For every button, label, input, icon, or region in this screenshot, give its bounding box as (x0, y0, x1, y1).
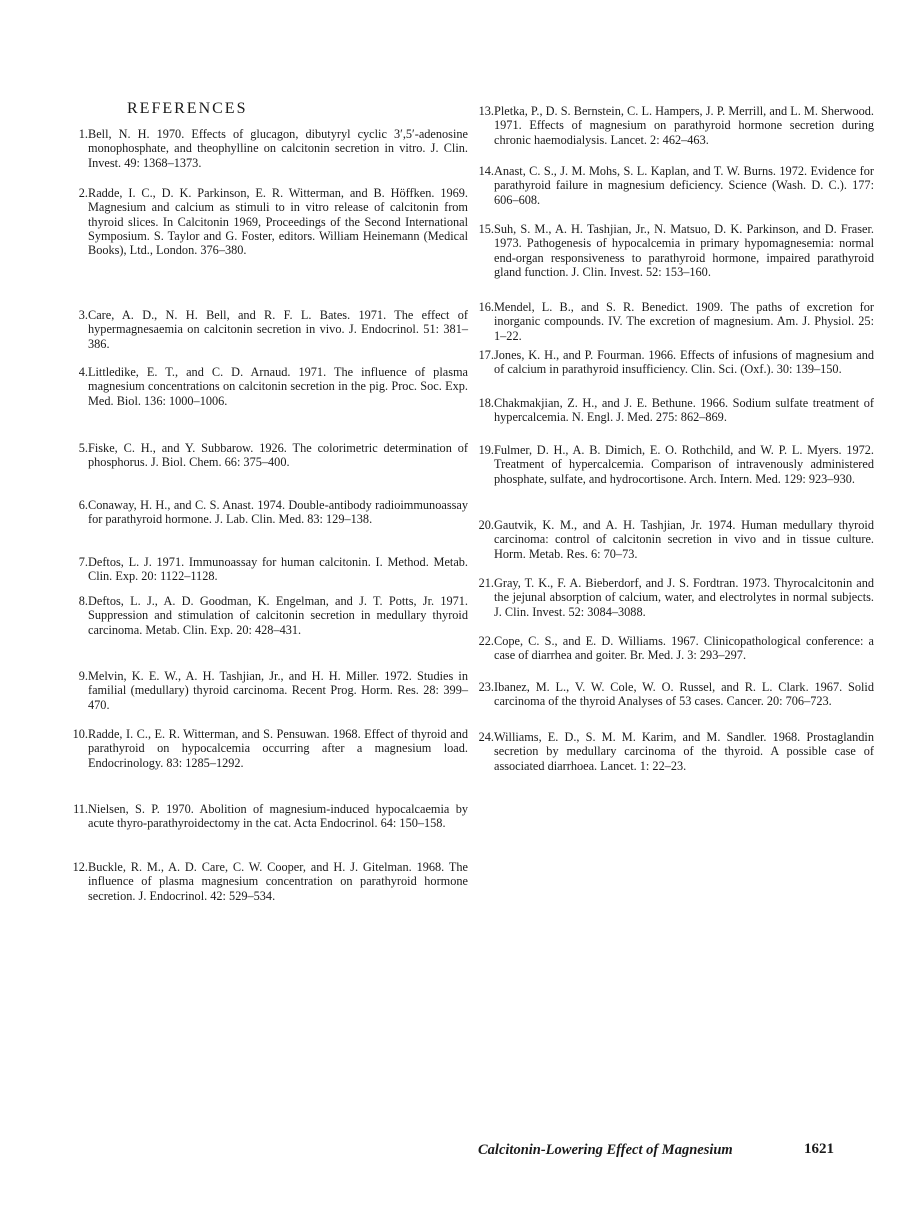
reference-number: 17. (478, 348, 494, 362)
reference-item (66, 802, 468, 831)
reference-item (472, 164, 874, 207)
reference-item (472, 680, 874, 709)
reference-item (472, 730, 874, 773)
reference-item (66, 127, 468, 170)
reference-number: 11. (73, 802, 88, 816)
reference-text: Gray, T. K., F. A. Bieberdorf, and J. S. Fordtran. 1973. Thyrocalcitonin and the jejunal absorption of calcium, water, and electrolytes in normal subjects. J. Clin. Invest. 52: 3084–3088. (494, 576, 874, 619)
reference-text: Fulmer, D. H., A. B. Dimich, E. O. Rothchild, and W. P. L. Myers. 1972. Treatment of hypercalcemia. Comparison of intravenously administered phosphate, sulfate, and hydrocortisone. Arch. Intern. Med. 129: 923–930. (494, 443, 874, 486)
reference-number: 21. (478, 576, 494, 590)
reference-text: Jones, K. H., and P. Fourman. 1966. Effects of infusions of magnesium and of calcium in parathyroid insufficiency. Clin. Sci. (Oxf.). 30: 139–150. (494, 348, 874, 377)
reference-text: Anast, C. S., J. M. Mohs, S. L. Kaplan, and T. W. Burns. 1972. Evidence for parathyroid failure in magnesium deficiency. Science (Wash. D. C.). 177: 606–608. (494, 164, 874, 207)
reference-item (66, 594, 468, 637)
reference-text: Cope, C. S., and E. D. Williams. 1967. Clinicopathological conference: a case of diarrhea and goiter. Br. Med. J. 3: 293–297. (494, 634, 874, 663)
reference-number: 7. (78, 555, 88, 569)
reference-number: 13. (478, 104, 494, 118)
reference-item (472, 518, 874, 561)
reference-text: Radde, I. C., D. K. Parkinson, E. R. Witterman, and B. Höffken. 1969. Magnesium and calcium as stimuli to in vitro release of calcitonin from thyroid slices. In Calcitonin 1969, Proceedings of the Second International Symposium. S. Taylor and G. Foster, editors. William Heinemann (Medical Books), Ltd., London. 376–380. (88, 186, 468, 258)
reference-text: Fiske, C. H., and Y. Subbarow. 1926. The colorimetric determination of phosphorus. J. Biol. Chem. 66: 375–400. (88, 441, 468, 470)
reference-text: Buckle, R. M., A. D. Care, C. W. Cooper, and H. J. Gitelman. 1968. The influence of plasma magnesium concentration on parathyroid hormone secretion. J. Endocrinol. 42: 529–534. (88, 860, 468, 903)
reference-item (66, 860, 468, 903)
reference-item (472, 348, 874, 377)
reference-number: 2. (78, 186, 88, 200)
reference-item (66, 555, 468, 584)
reference-text: Conaway, H. H., and C. S. Anast. 1974. Double-antibody radioimmunoassay for parathyroid hormone. J. Lab. Clin. Med. 83: 129–138. (88, 498, 468, 527)
reference-number: 15. (478, 222, 494, 236)
reference-text: Suh, S. M., A. H. Tashjian, Jr., N. Matsuo, D. K. Parkinson, and D. Fraser. 1973. Pathogenesis of hypocalcemia in primary hypomagnesemia: normal end-organ responsiveness to parathyroid hormone, impaired parathyroid gland function. J. Clin. Invest. 52: 153–160. (494, 222, 874, 279)
reference-number: 19. (478, 443, 494, 457)
reference-item (472, 443, 874, 486)
reference-number: 23. (478, 680, 494, 694)
reference-text: Chakmakjian, Z. H., and J. E. Bethune. 1966. Sodium sulfate treatment of hypercalcemia. N. Engl. J. Med. 275: 862–869. (494, 396, 874, 425)
reference-item (472, 634, 874, 663)
reference-text: Melvin, K. E. W., A. H. Tashjian, Jr., and H. H. Miller. 1972. Studies in familial (medullary) thyroid carcinoma. Recent Prog. Horm. Res. 28: 399–470. (88, 669, 468, 712)
reference-text: Nielsen, S. P. 1970. Abolition of magnesium-induced hypocalcaemia by acute thyro-parathyroidectomy in the cat. Acta Endocrinol. 64: 150–158. (88, 802, 468, 831)
references-heading: REFERENCES (127, 100, 248, 117)
reference-text: Ibanez, M. L., V. W. Cole, W. O. Russel, and R. L. Clark. 1967. Solid carcinoma of the thyroid Analyses of 53 cases. Cancer. 20: 706–723. (494, 680, 874, 709)
reference-item (66, 365, 468, 408)
reference-number: 12. (72, 860, 88, 874)
reference-text: Pletka, P., D. S. Bernstein, C. L. Hampers, J. P. Merrill, and L. M. Sherwood. 1971. Effects of magnesium on parathyroid hormone secretion during chronic haemodialysis. Lancet. 2: 462–463. (494, 104, 874, 147)
reference-text: Mendel, L. B., and S. R. Benedict. 1909. The paths of excretion for inorganic compounds. IV. The excretion of magnesium. Am. J. Physiol. 25: 1–22. (494, 300, 874, 343)
reference-item (66, 186, 468, 257)
reference-number: 22. (478, 634, 494, 648)
reference-number: 6. (78, 498, 88, 512)
reference-item (472, 300, 874, 343)
reference-text: Gautvik, K. M., and A. H. Tashjian, Jr. 1974. Human medullary thyroid carcinoma: control of calcitonin secretion in vivo and in tissue culture. Horm. Metab. Res. 6: 70–73. (494, 518, 874, 561)
reference-text: Deftos, L. J. 1971. Immunoassay for human calcitonin. I. Method. Metab. Clin. Exp. 20: 1122–1128. (88, 555, 468, 584)
reference-item (472, 222, 874, 279)
reference-number: 5. (78, 441, 88, 455)
reference-item (66, 669, 468, 712)
page-number: 1621 (804, 1141, 834, 1157)
reference-item (66, 727, 468, 770)
reference-text: Care, A. D., N. H. Bell, and R. F. L. Bates. 1971. The effect of hypermagnesaemia on calcitonin secretion in vivo. J. Endocrinol. 51: 381–386. (88, 308, 468, 351)
reference-number: 16. (478, 300, 494, 314)
reference-text: Williams, E. D., S. M. M. Karim, and M. Sandler. 1968. Prostaglandin secretion by medullary carcinoma of the thyroid. A possible case of associated diarrhoea. Lancet. 1: 22–23. (494, 730, 874, 773)
reference-item (66, 498, 468, 527)
reference-number: 24. (478, 730, 494, 744)
reference-number: 9. (78, 669, 88, 683)
reference-number: 4. (78, 365, 88, 379)
reference-number: 10. (72, 727, 88, 741)
reference-text: Radde, I. C., E. R. Witterman, and S. Pensuwan. 1968. Effect of thyroid and parathyroid on hypocalcemia occurring after a magnesium load. Endocrinology. 83: 1285–1292. (88, 727, 468, 770)
reference-number: 8. (78, 594, 88, 608)
running-title: Calcitonin-Lowering Effect of Magnesium (478, 1142, 733, 1158)
reference-number: 18. (478, 396, 494, 410)
reference-item (472, 576, 874, 619)
reference-item (66, 308, 468, 351)
reference-item (66, 441, 468, 470)
reference-number: 1. (78, 127, 88, 141)
reference-number: 14. (478, 164, 494, 178)
reference-text: Bell, N. H. 1970. Effects of glucagon, dibutyryl cyclic 3′,5′-adenosine monophosphate, and theophylline on calcitonin secretion in vitro. J. Clin. Invest. 49: 1368–1373. (88, 127, 468, 170)
reference-number: 3. (78, 308, 88, 322)
reference-item (472, 104, 874, 147)
reference-text: Deftos, L. J., A. D. Goodman, K. Engelman, and J. T. Potts, Jr. 1971. Suppression and stimulation of calcitonin secretion in medullary thyroid carcinoma. Metab. Clin. Exp. 20: 428–431. (88, 594, 468, 637)
reference-number: 20. (478, 518, 494, 532)
reference-text: Littledike, E. T., and C. D. Arnaud. 1971. The influence of plasma magnesium concentrations on calcitonin secretion in the pig. Proc. Soc. Exp. Med. Biol. 136: 1000–1006. (88, 365, 468, 408)
reference-item (472, 396, 874, 425)
